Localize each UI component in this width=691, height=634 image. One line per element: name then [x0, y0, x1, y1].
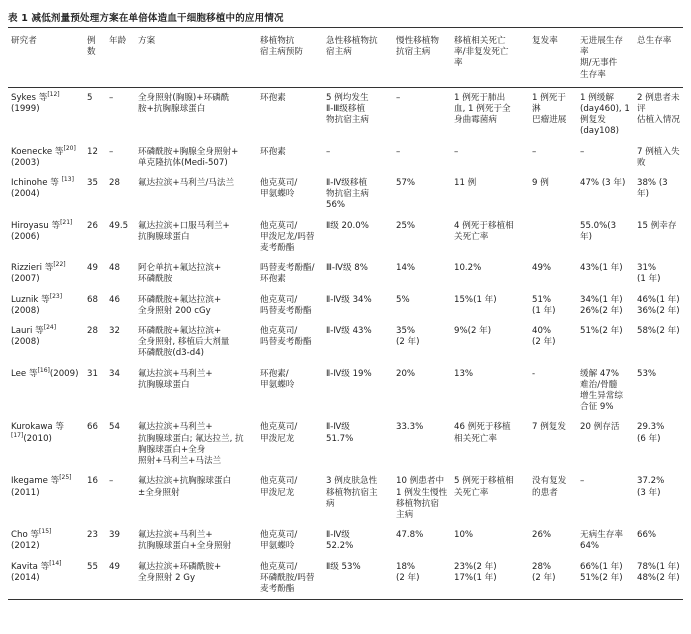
table-cell: 氟达拉滨+马利兰+ 抗胸腺球蛋白 — [138, 368, 213, 390]
column-header: 年龄 — [109, 36, 127, 46]
table-cell: 31% (1 年) — [637, 263, 661, 285]
table-cell: Ⅱ-Ⅳ级 43% — [326, 326, 372, 337]
table-cell: 15 例幸存 — [637, 220, 677, 231]
table-cell: – — [109, 476, 114, 487]
table-cell: 29.3% (6 年) — [637, 422, 665, 444]
table-cell: 46 例死于移植 相关死亡率 — [454, 422, 511, 444]
table-cell: 7 例复发 — [532, 422, 566, 433]
table-cell: 5 例死于移植相 关死亡率 — [454, 476, 514, 498]
table-cell: 他克莫司/ 甲泼尼龙/吗替 麦考酚酯 — [260, 220, 315, 254]
table-cell: 53% — [637, 368, 657, 379]
table-cell: – — [454, 146, 459, 157]
table-cell: Ⅱ-Ⅳ级 52.2% — [326, 530, 354, 552]
table-row — [8, 258, 683, 289]
table-cell: 14% — [396, 263, 416, 274]
table-cell: 氟达拉滨+马利兰+ 抗胸腺球蛋白+全身照射 — [138, 530, 232, 552]
table-cell: 40% (2 年) — [532, 326, 556, 348]
table-cell: 34 — [109, 368, 120, 379]
table-cell: Sykes 等[12] (1999) — [11, 90, 60, 115]
table-cell: 无病生存率 64% — [580, 530, 623, 552]
table-cell: 9 例 — [532, 178, 549, 189]
table-cell: 2 例患者未评 估植入情况 — [637, 92, 680, 126]
table-row — [8, 216, 683, 259]
table-cell: 31 — [87, 368, 98, 379]
table-cell: 34%(1 年) 26%(2 年) — [580, 294, 623, 316]
column-header: 方案 — [138, 36, 156, 46]
table-cell: 氟达拉滨+抗胸腺球蛋白 ±全身照射 — [138, 476, 232, 498]
column-header: 移植物抗 宿主病预防 — [260, 36, 303, 58]
table-cell: 他克莫司/ 甲泼尼龙 — [260, 422, 298, 444]
table-cell: 35 — [87, 178, 98, 189]
table-cell: Ⅱ-Ⅳ级移植 物抗宿主病 56% — [326, 178, 369, 211]
table-cell: 37.2% (3 年) — [637, 476, 665, 498]
table-cell: 氟达拉滨+马利兰+ 抗胸腺球蛋白; 氟达拉兰, 抗 胸腺球蛋白+全身 照射+马利兰+马法兰 — [138, 422, 244, 467]
table-cell: 46 — [109, 294, 120, 305]
table-cell: 15%(1 年) — [454, 294, 497, 305]
table-row — [8, 173, 683, 216]
table-cell: 5% — [396, 294, 410, 305]
table-row — [8, 87, 683, 141]
table-cell: 66%(1 年) 51%(2 年) — [580, 561, 623, 583]
table-cell: 20 例存活 — [580, 422, 620, 433]
table-cell: 26% — [532, 530, 552, 541]
table-cell: – — [396, 146, 401, 157]
table-cell: 1 例缓解 (day460), 1 例复发 (day108) — [580, 92, 630, 137]
table-cell: 12 — [87, 146, 98, 157]
table-cell: 全身照射(胸腺)+环磷酰 胺+抗胸腺球蛋白 — [138, 92, 230, 115]
table-cell: 55.0%(3 年) — [580, 220, 617, 242]
table-row — [8, 557, 683, 600]
table-cell: Ichinohe 等 [13] (2004) — [11, 176, 74, 200]
table-cell: Luznik 等[23] (2008) — [11, 292, 63, 316]
table-cell: - — [532, 368, 536, 379]
table-cell: 阿仑单抗+氟达拉滨+ 环磷酰胺 — [138, 263, 222, 285]
table-cell: 没有复发 的患者 — [532, 476, 567, 498]
table-cell: Ⅱ级 20.0% — [326, 220, 369, 231]
table-cell: 43%(1 年) — [580, 263, 623, 274]
table-cell: Koenecke 等[20] (2003) — [11, 144, 76, 168]
table-cell: 49 — [87, 263, 98, 274]
table-cell: Kavita 等[14] (2014) — [11, 559, 62, 583]
table-cell: 48 — [109, 263, 120, 274]
table-cell: 18% (2 年) — [396, 561, 420, 583]
table-cell: 10 例患者中 1 例发生慢性 移植物抗宿 主病 — [396, 476, 448, 520]
table-cell: Ⅲ-Ⅳ级 8% — [326, 263, 368, 274]
header-row — [8, 28, 683, 88]
table-cell: Ⅱ-Ⅳ级 51.7% — [326, 422, 354, 444]
table-cell: 28 — [109, 178, 120, 189]
table-body — [8, 87, 683, 599]
table-cell: 环孢素 — [260, 146, 286, 157]
column-header: 例 数 — [87, 36, 96, 58]
table-cell: 33.3% — [396, 422, 424, 433]
table-cell: – — [326, 146, 331, 157]
table-cell: 氟达拉滨+马利兰/马法兰 — [138, 178, 235, 189]
table-cell: 51% (1 年) — [532, 294, 556, 316]
table-cell: 氟达拉滨+环磷酰胺+ 全身照射 2 Gy — [138, 561, 222, 583]
table-cell: 57% — [396, 178, 416, 189]
table-cell: 环孢素/ 甲氨蝶呤 — [260, 368, 295, 390]
table-cell: 66 — [87, 422, 98, 433]
table-cell: 49.5 — [109, 220, 129, 231]
table-cell: 环磷酰胺+胸腺全身照射+ 单克隆抗体(Medi-507) — [138, 146, 239, 168]
table-row — [8, 321, 683, 364]
table-cell: 25% — [396, 220, 416, 231]
table-row — [8, 142, 683, 173]
table-cell: 他克莫司/ 甲氨蝶呤 — [260, 178, 298, 200]
table-cell: 23%(2 年) 17%(1 年) — [454, 561, 497, 583]
table-cell: 16 — [87, 476, 98, 487]
table-row — [8, 525, 683, 556]
table-cell: Lauri 等[24] (2008) — [11, 324, 57, 348]
table-cell: 28 — [87, 326, 98, 337]
table-cell: 68 — [87, 294, 98, 305]
table-cell: 他克莫司/ 甲泼尼龙 — [260, 476, 298, 498]
table-cell: – — [396, 92, 401, 103]
table-cell: 51%(2 年) — [580, 326, 623, 337]
column-header: 移植相关死亡 率/非复发死亡 率 — [454, 36, 509, 69]
table-cell: 1 例死于肺出 血, 1 例死于全 身曲霉菌病 — [454, 92, 511, 126]
table-cell: 1 例死于淋 巴瘤进展 — [532, 92, 567, 126]
table-cell: 55 — [87, 561, 98, 572]
table-cell: 13% — [454, 368, 474, 379]
table-row — [8, 471, 683, 525]
table-cell: 46%(1 年) 36%(2 年) — [637, 294, 680, 316]
table-cell: 氟达拉滨+口服马利兰+ 抗胸腺球蛋白 — [138, 220, 230, 242]
table-cell: – — [109, 146, 114, 157]
table-cell: 23 — [87, 530, 98, 541]
table-cell: 吗替麦考酚酯/ 环孢素 — [260, 263, 315, 285]
column-header: 无进展生存率 期/无事件 生存率 — [580, 36, 623, 80]
table-cell: 66% — [637, 530, 657, 541]
table-cell: 10.2% — [454, 263, 482, 274]
table-cell: Rizzieri 等[22] (2007) — [11, 261, 66, 285]
table-cell: 9%(2 年) — [454, 326, 492, 337]
table-cell: 5 例均发生 Ⅱ-Ⅲ级移植 物抗宿主病 — [326, 92, 369, 126]
table-cell: 39 — [109, 530, 120, 541]
table-cell: 他克莫司/ 环磷酰胺/吗替 麦考酚酯 — [260, 561, 315, 594]
table-cell: Ikegame 等[25] (2011) — [11, 474, 72, 498]
table-cell: 他克莫司/ 吗替麦考酚酯 — [260, 294, 312, 316]
table-cell: 47% (3 年) — [580, 178, 626, 189]
table-cell: Ⅱ-Ⅳ级 19% — [326, 368, 372, 379]
table-cell: 49 — [109, 561, 120, 572]
column-header: 慢性移植物 抗宿主病 — [396, 36, 439, 58]
table-cell: 32 — [109, 326, 120, 337]
table-caption: 表 1 减低剂量预处理方案在单倍体造血干细胞移植中的应用情况 — [8, 13, 284, 24]
table-cell: 54 — [109, 422, 120, 433]
table-cell: 78%(1 年) 48%(2 年) — [637, 561, 680, 583]
table-cell: Hiroyasu 等[21] (2006) — [11, 218, 73, 242]
column-header: 复发率 — [532, 36, 558, 46]
table-cell: 35% (2 年) — [396, 326, 420, 348]
table-cell: – — [532, 146, 537, 157]
table-cell: 58%(2 年) — [637, 326, 680, 337]
table-cell: 47.8% — [396, 530, 424, 541]
table-cell: – — [580, 146, 585, 157]
table-cell: Cho 等[15] (2012) — [11, 528, 52, 552]
table-cell: 20% — [396, 368, 416, 379]
table-cell: Kurokawa 等 [17](2010) — [11, 422, 64, 444]
column-header: 总生存率 — [637, 36, 672, 46]
table-cell: 他克莫司/ 吗替麦考酚酯 — [260, 326, 312, 348]
table-cell: Lee 等[16](2009) — [11, 366, 79, 379]
table-cell: 26 — [87, 220, 98, 231]
column-header: 研究者 — [11, 36, 37, 46]
table-cell: 他克莫司/ 甲氨蝶呤 — [260, 530, 298, 552]
table-row — [8, 290, 683, 321]
column-header: 急性移植物抗 宿主病 — [326, 36, 378, 58]
table-cell: – — [109, 92, 114, 103]
table-cell: 环磷酰胺+氟达拉滨+ 全身照射, 移植后大剂量 环磷酰胺(d3-d4) — [138, 326, 230, 359]
table-cell: Ⅱ级 53% — [326, 561, 361, 572]
table-cell: 49% — [532, 263, 552, 274]
table-row — [8, 417, 683, 471]
table-cell: 11 例 — [454, 178, 477, 189]
table-cell: 环孢素 — [260, 92, 286, 103]
table-cell: 7 例植入失败 — [637, 146, 680, 168]
table-cell: 10% — [454, 530, 474, 541]
table-cell: 28% (2 年) — [532, 561, 556, 583]
table-cell: 3 例皮肤急性 移植物抗宿主 病 — [326, 476, 378, 509]
table-cell — [529, 216, 577, 259]
table-cell: 4 例死于移植相 关死亡率 — [454, 220, 514, 242]
data-table — [8, 27, 683, 600]
table-cell: 缓解 47% 难治/骨髓 增生异常综 合征 9% — [580, 368, 623, 413]
table-cell: 38% (3 年) — [637, 178, 668, 200]
table-cell: 5 — [87, 92, 93, 103]
table-cell: – — [580, 476, 585, 487]
table-cell: 环磷酰胺+氟达拉滨+ 全身照射 200 cGy — [138, 294, 222, 316]
table-row — [8, 364, 683, 418]
table-cell: Ⅱ-Ⅳ级 34% — [326, 294, 372, 305]
